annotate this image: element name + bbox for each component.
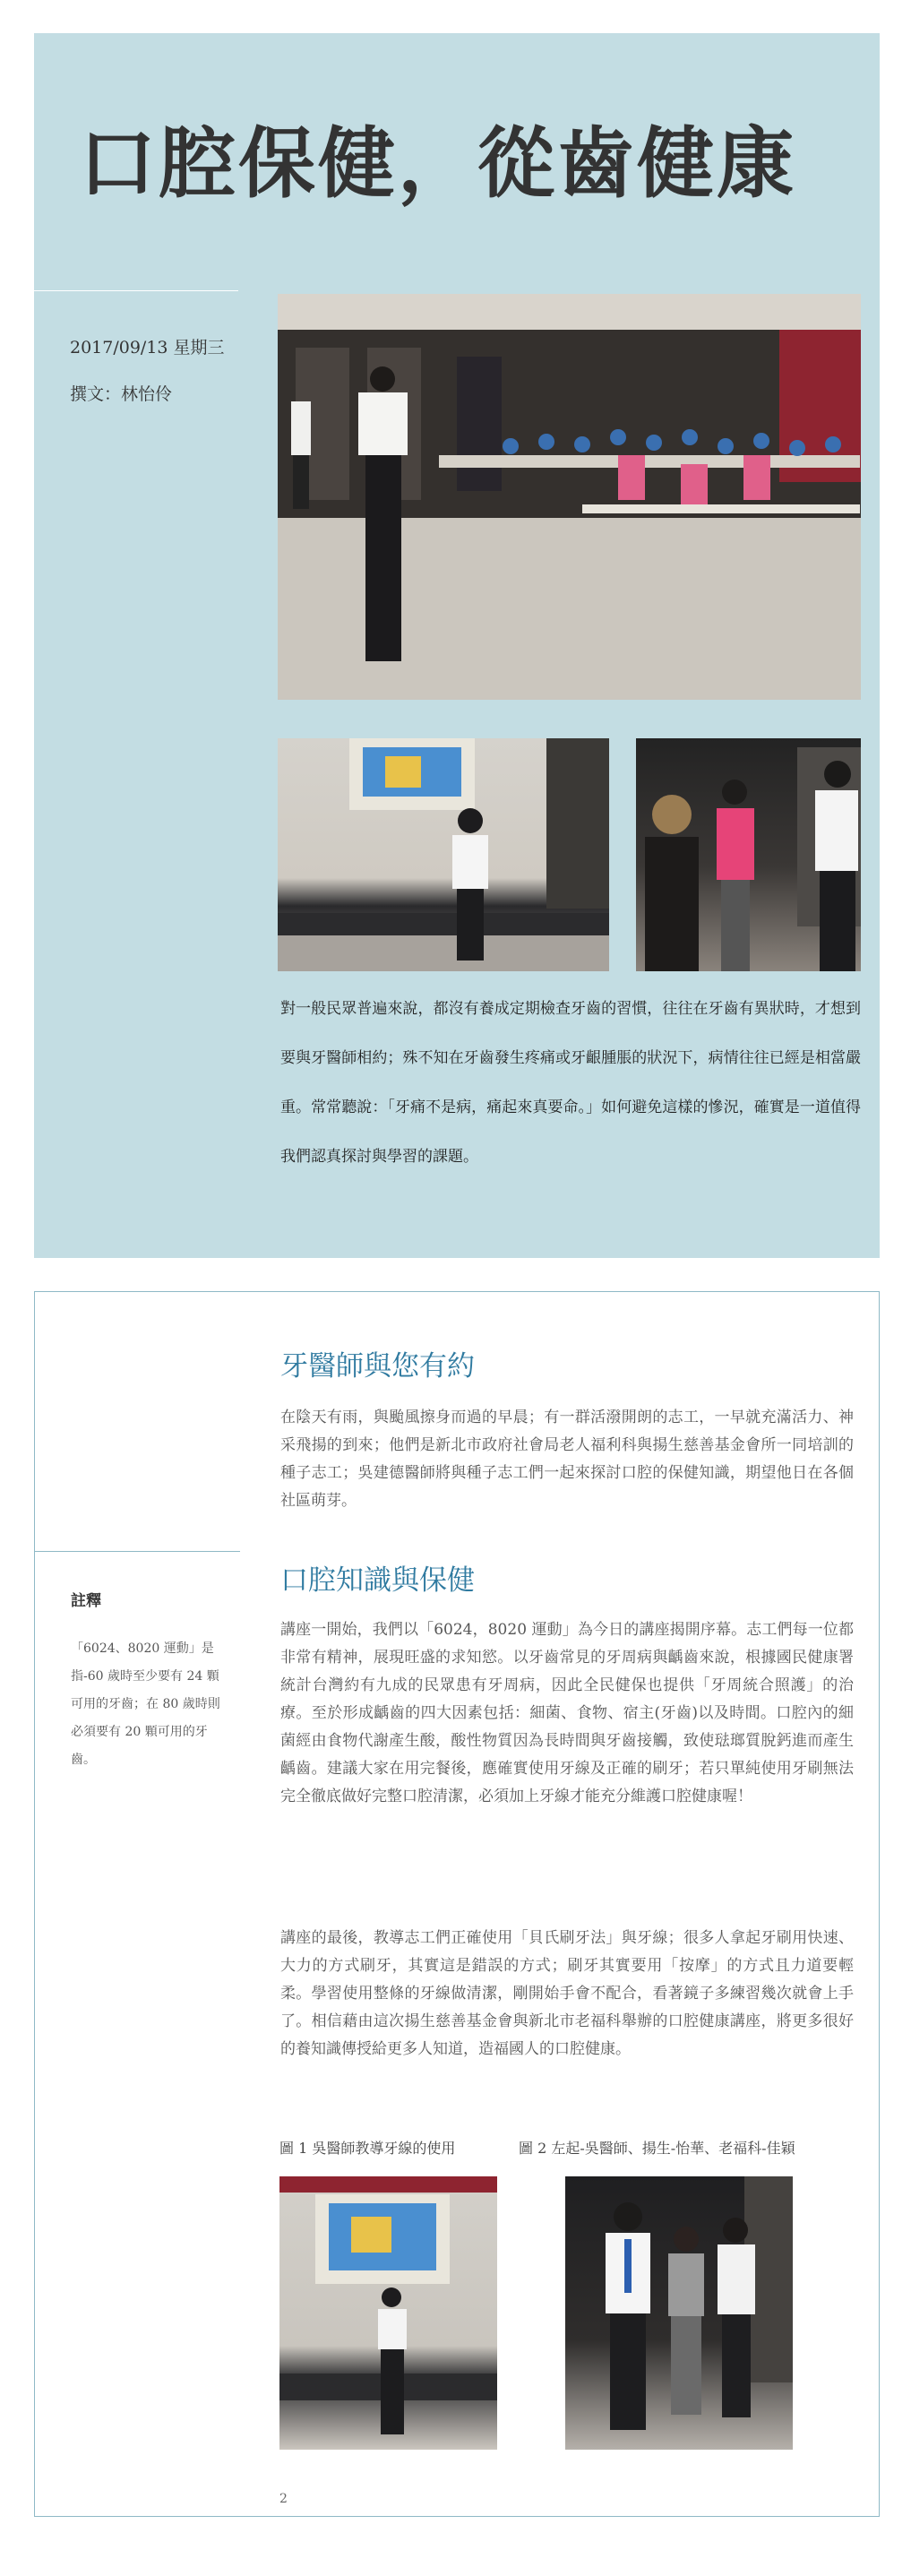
article-title: 口腔保健，從齒健康 [79,119,796,209]
paragraph-brushing-method: 講座的最後，教導志工們正確使用「貝氏刷牙法」與牙線；很多人拿起牙刷用快速、大力的方式刷牙，其實這是錯誤的方式；刷牙其實要用「按摩」的方式且力道要輕柔。學習使用整條的牙線做清潔，剛開始手會不配合，看著鏡子多練習幾次就會上手了。相信藉由這次揚生慈善基金會與新北市老福科舉辦的口腔健康講座，將更多很好的養知識傳授給更多人知道，造福國人的口腔健康。 [280,1929,854,2058]
figure-caption-2: 圖 2 左起-吳醫師、揚生-怡華、老福科-佳穎 [519,2140,795,2157]
photo-group-drawing [565,2176,793,2450]
photo-volunteers-drawing [636,738,861,971]
photo-lecture-hall-drawing [278,294,861,700]
sidebar-divider [34,290,238,291]
note-heading: 註釋 [71,1592,101,1610]
paragraph-oral-knowledge: 講座一開始，我們以「6024，8020 運動」為今日的講座揭開序幕。志工們每一位都非常有精神，展現旺盛的求知慾。以牙齒常見的牙周病與齲齒來說，根據國民健康署統計台灣約有九成的民眾患有牙周病，因此全民健保也提供「牙周統合照護」的治療。至於形成齲齒的四大因素包括：細菌、食物、宿主(牙齒)以及時間。口腔內的細菌經由食物代謝產生酸，酸性物質因為長時間與牙齒接觸，致使琺瑯質脫鈣進而產生齲齒。建議大家在用完餐後，應確實使用牙線及正確的刷牙；若只單純使用牙刷無法完全徹底做好完整口腔清潔，必須加上牙線才能充分維護口腔健康喔！ [280,1621,854,1805]
photo-group [565,2176,793,2450]
photo-speaker-stage-drawing [278,738,609,971]
photo-flossing-demo [279,2176,497,2450]
page-1 [34,33,880,1258]
article-date: 2017/09/13 星期三 [70,338,225,358]
note-text: 「6024、8020 運動」是指-60 歲時至少要有 24 顆可用的牙齒；在 80 歲時則必須要有 20 顆可用的牙齒。 [71,1641,220,1767]
photo-lecture-hall [278,294,861,700]
section-heading-dentist-appointment: 牙醫師與您有約 [280,1350,475,1383]
photo-speaker-stage [278,738,609,971]
figure-caption-1: 圖 1 吳醫師教導牙線的使用 [279,2140,456,2157]
section-heading-oral-knowledge: 口腔知識與保健 [280,1564,475,1597]
intro-paragraph: 對一般民眾普遍來說，都沒有養成定期檢查牙齒的習慣，往往在牙齒有異狀時，才想到要與牙醫師相約；殊不知在牙齒發生疼痛或牙齦腫脹的狀況下，病情往往已經是相當嚴重。常常聽說：「牙痛不是病，痛起來真要命。」如何避免這樣的慘況，確實是一道值得我們認真探討與學習的課題。 [280,1000,861,1166]
sidebar-divider [35,1551,240,1552]
paragraph-volunteers: 在陰天有雨，與颱風擦身而過的早晨；有一群活潑開朗的志工，一早就充滿活力、神采飛揚的到來；他們是新北市政府社會局老人福利科與揚生慈善基金會所一同培訓的種子志工；吳建德醫師將與種子志工們一起來探討口腔的保健知識，期望他日在各個社區萌芽。 [280,1409,854,1510]
photo-volunteers [636,738,861,971]
page-number: 2 [279,2492,288,2506]
photo-flossing-demo-drawing [279,2176,497,2450]
article-author: 撰文：林怡伶 [70,384,173,404]
page-2 [34,1291,880,2517]
